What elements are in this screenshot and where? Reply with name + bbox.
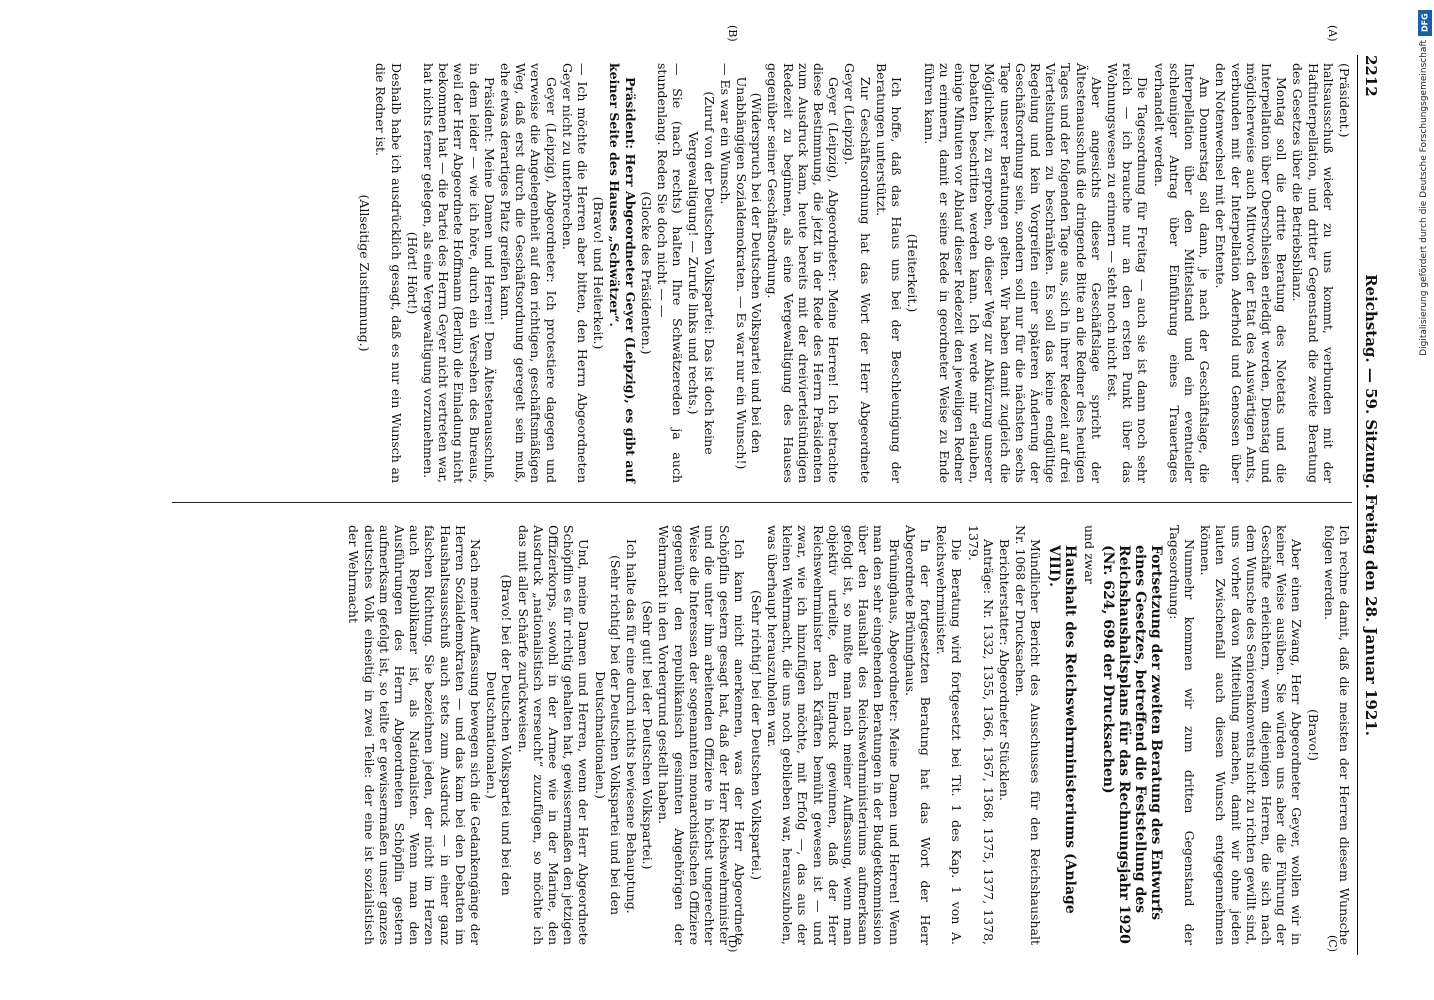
interjection: (Sehr richtig! bei der Deutschen Volkspartei und bei den Deutschnationalen.)	[592, 554, 623, 916]
page-number: 2212	[1362, 55, 1380, 97]
paragraph: Mündlicher Bericht des Ausschusses für den Reichshaushalt Nr. 1068 der Drucksachen.	[1013, 525, 1044, 945]
speaker-tag: (Präsident.)	[1337, 63, 1352, 138]
rotated-document-page	[60, 25, 1380, 955]
margin-marker-a: (A)	[1326, 25, 1339, 42]
paragraph: Aber angesichts dieser Geschäftslage spricht der Ältestenausschuß die dringende Bitte an die Redner des heutigen Tages und der folgenden Tage aus, sich in ihrer Redezeit auf drei Viertelstunden zu beschränken. Es soll das keine endgültige Regelung und kein Vorgreifen einer späteren Änderung der Geschäftsordnung sein, sondern soll nur für die nächsten sechs Tage unserer Beratungen gelten. Wir haben damit zugleich die Möglichkeit, zu erproben, ob dieser Weg zur Abkürzung unserer Debatten beschritten werden kann. Ich werde mir erlauben, einige Minuten vor Ablauf dieser Redezeit den jeweiligen Redner zu erinnern, damit er seine Rede in geordneter Weise zu Ende führen kann.	[921, 63, 1104, 483]
interjection: (Sehr richtig! bei der Deutschen Volkspartei.)	[748, 589, 764, 881]
speech-paragraph: Brüninghaus, Abgeordneter: Meine Damen und Herren! Wenn man den sehr eingehenden Beratungen in der Budgetkommission über den Haushalt des Reichswehrministeriums aufmerksam gefolgt ist, so mußte man nach meiner Auffassung, wenn man objektiv urteilte, den Eindruck gewinnen, daß der Herr Reichswehrminister nach Kräften bemüht gewesen ist — und zwar, wie ich hinzufügen möchte, mit Erfolg —, das aus der kleinen Wehrmacht, die uns noch geblieben war, herauszuholen, was überhaupt herauszuholen war.	[764, 525, 902, 945]
interjection: (Sehr gut! bei der Deutschen Volkspartei.)	[640, 600, 656, 870]
interjection: (Glocke des Präsidenten.)	[638, 191, 654, 355]
paragraph: Zur Geschäftsordnung hat das Wort der Herr Abgeordnete Geyer (Leipzig).	[842, 63, 873, 483]
interjection: (Allseitige Zustimmung.)	[357, 194, 373, 352]
margin-marker-b: (B)	[726, 25, 739, 42]
column-divider	[172, 502, 1352, 503]
paragraph: Am Donnerstag soll dann, je nach der Geschäftslage, die Interpellation über den Mittelstand und ein eventueller schleuniger Antrag über Einführung eines Trauertages verhandelt werden.	[1151, 63, 1213, 483]
right-column	[345, 525, 1352, 945]
paragraph: Die Beratung wird fortgesetzt bei Tit. 1 des Kap. 1 von A. Reichswehrminister.	[934, 525, 965, 945]
interjection: (Bravo! und Heiterkeit.)	[591, 196, 607, 350]
paragraph: Die Tagesordnung für Freitag — auch sie ist dann noch sehr reich — ich brauche nur an den ersten Punkt über das Wohnungswesen zu erinnern — steht noch nicht fest.	[1104, 63, 1151, 483]
paragraph: Deshalb habe ich ausdrücklich gesagt, daß es nur ein Wunsch an die Redner ist.	[373, 63, 404, 483]
paragraph: — Sie (nach rechts) halten Ihre Schwätzereden ja auch stundenlang. Reden Sie doch nicht — —	[655, 63, 686, 483]
budget-heading: Haushalt des Reichswehrministeriums (Anlage VIII).	[1046, 545, 1079, 914]
digitization-credit: Digitalisierung gefördert durch die Deutsche Forschungsgemeinschaft	[1419, 40, 1429, 356]
paragraph: Berichterstatter: Abgeordneter Stücklen.	[996, 539, 1012, 801]
agenda-heading: Fortsetzung der zweiten Beratung des Entwurfs eines Gesetzes, betreffend die Feststellung des Reichshaushaltsplans für das Rechnungsjahr 1920 (Nr. 624, 698 der Drucksachen)	[1099, 545, 1164, 944]
paragraph: Anträge: Nr. 1332, 1355, 1366, 1367, 1368, 1375, 1377, 1378, 1379.	[965, 525, 996, 945]
paragraph: Ich halte das für eine durch nichts bewiesene Behauptung.	[624, 539, 640, 914]
paragraph: Nunmehr kommen wir zum dritten Gegenstand der Tagesordnung:	[1166, 525, 1197, 945]
page-title: Reichstag. — 59. Sitzung. Freitag den 28. Januar 1921.	[1362, 274, 1380, 736]
interjection: (Hört! Hört!)	[404, 231, 420, 315]
paragraph: haltsausschuß wieder zu uns kommt, verbunden mit der Haftinterpellation, und dritter Gegenstand die zweite Beratung des Gesetzes über die Betriebsbilanz.	[1290, 63, 1336, 483]
margin-marker-c: (C)	[1326, 935, 1339, 952]
interjection: (Bravo!)	[1305, 709, 1321, 761]
margin-marker-d: (D)	[726, 935, 739, 953]
paragraph: In der fortgesetzten Beratung hat das Wort der Herr Abgeordnete Brüninghaus.	[902, 525, 933, 945]
interjection: (Widerspruch bei der Deutschen Volkspartei und bei den Unabhängigen Sozialdemokraten. — Es war nur ein Wunsch!)	[734, 76, 765, 470]
president-paragraph: Präsident: Herr Abgeordneter Geyer (Leipzig), es gibt auf keiner Seite des Hauses „Schwätzer“.	[607, 63, 638, 483]
paragraph: — Ich möchte die Herren aber bitten, den Herrn Abgeordneten Geyer nicht zu unterbrechen.	[559, 63, 591, 483]
dfg-logo: DFG	[1418, 10, 1432, 36]
speech-paragraph: Geyer (Leipzig), Abgeordneter: Ich protestiere dagegen und verweise die Angelegenheit auf den richtigen, geschäftsmäßigen Weg, daß erst durch die Geschäftsordnung geregelt sein muß, ehe etwas derartiges Platz greifen kann.	[498, 63, 559, 483]
paragraph: Montag soll die dritte Beratung des Notetats und die Interpellation über Oberschlesien erledigt werden, Dienstag und möglicherweise auch Mittwoch der Etat des Auswärtigen Amts, verbunden mit der Interpellation Aderhold und Genossen über den Notenwechsel mit der Entente.	[1213, 63, 1290, 483]
interjection: (Heiterkeit.)	[905, 233, 921, 313]
president-paragraph: Präsident: Meine Damen und Herren! Dem Ältestenausschuß, in dem leider — wie ich höre, durch ein Versehen des Bureaus, weil der Herr Abgeordnete Hoffmann (Berlin) die Einladung nicht bekommen hat — die Partei des Herrn Geyer nicht vertreten war, hat nichts ferner gelegen, als eine Vergewaltigung vorzunehmen.	[421, 63, 497, 483]
left-column	[356, 63, 1352, 483]
interjection: (Bravo! bei der Deutschen Volkspartei und bei den Deutschnationalen.)	[484, 574, 515, 896]
paragraph: und zwar	[1081, 525, 1097, 584]
page-header	[1357, 55, 1380, 955]
paragraph: Ich kann nicht anerkennen, was der Herr Abgeordnete Schöpflin gestern gesagt hat, daß der Herr Reichswehrminister und die unter ihm arbeitenden Offiziere in höchst ungerechter Weise die Interessen der sogenannten monarchistischen Offiziere gegenüber den republikanisch gesinnten Angehörigen der Wehrmacht in den Vordergrund gestellt haben.	[656, 525, 748, 945]
speech-paragraph: Geyer (Leipzig), Abgeordneter: Meine Herren! Ich betrachte diese Bestimmung, die jetzt in der Rede des Herrn Präsidenten zum Ausdruck kam, heute bereits mit der dreiviertelstündigen Redezeit zu beginnen, als eine Vergewaltigung des Hauses gegenüber seiner Geschäftsordnung.	[765, 63, 842, 483]
paragraph: Aber einen Zwang, Herr Abgeordneter Geyer, wollen wir in keiner Weise ausüben. Sie würden uns aber die Führung der Geschäfte erleichtern, wenn diejenigen Herren, die sich nach dem Wunsche des Seniorenkonvents nicht zu richten gewillt sind, uns vorher davon Mitteilung machen, damit wir ohne jeden lauten Zwischenfall auch diesen Wunsch entgegennehmen können.	[1198, 525, 1305, 945]
interjection: (Zuruf von der Deutschen Volkspartei: Das ist doch keine Vergewaltigung! — Zurufe links und rechts.)	[686, 91, 717, 455]
paragraph: Ich hoffe, daß das Haus uns bei der Beschleunigung der Beratungen unterstützt.	[873, 63, 905, 483]
paragraph: Nach meiner Auffassung bewegen sich die Gedankengänge der Herren Sozialdemokraten — und das kam bei den Debatten im Haushaltsausschuß auch stets zum Ausdruck — in einer ganz falschen Richtung. Sie bezeichnen jeden, der nicht im Herzen auch Republikaner ist, als Nationalisten. Wenn man den Ausführungen des Herrn Abgeordneten Schöpflin gestern aufmerksam gefolgt ist, so teilte er gewissermaßen unser ganzes deutsches Volk einseitig in zwei Teile: der eine ist sozialistisch der Wehrmacht	[346, 525, 484, 945]
paragraph: Und, meine Damen und Herren, wenn der Herr Abgeordnete Schöpflin es für richtig gehalten hat, gewissermaßen den jetzigen Offizierkorps, sowohl in der Armee wie in der Marine, den Ausdruck „nationalistisch verseucht“ zuzufügen, so möchte ich das mit aller Schärfe zurückweisen.	[515, 525, 592, 945]
paragraph: — Es war ein Wunsch.	[717, 63, 733, 205]
paragraph: Ich rechne damit, daß die meisten der Herren diesem Wunsche folgen werden.	[1321, 525, 1352, 945]
